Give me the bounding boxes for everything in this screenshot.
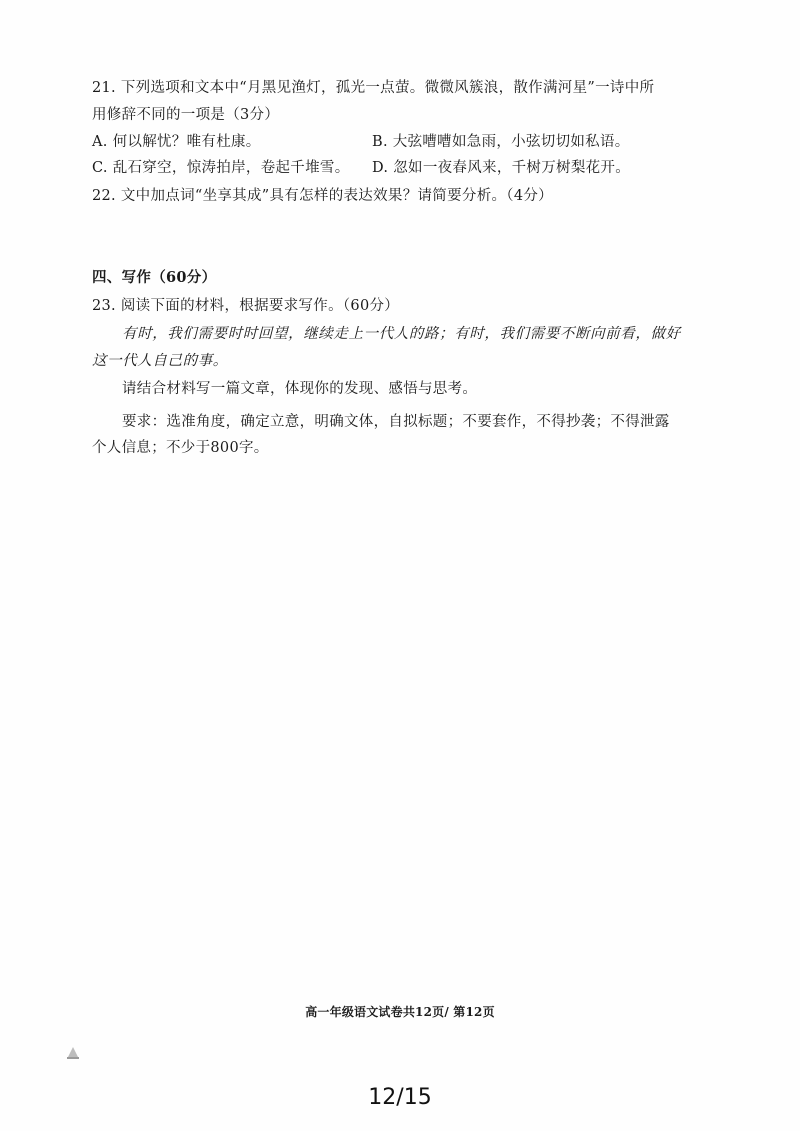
page-footer: 高一年级语文试卷共12页/ 第12页 xyxy=(305,1005,495,1019)
q22-stem: 22. 文中加点词“坐享其成”具有怎样的表达效果？请简要分析。（4分） xyxy=(92,188,553,204)
q21-option-c: C. 乱石穿空，惊涛拍岸，卷起千堆雪。 xyxy=(92,160,350,176)
q21-stem-line1: 21. 下列选项和文本中“月黑见渔灯，孤光一点萤。微微风簇浪，散作满河星”一诗中所 xyxy=(92,80,655,96)
q21-stem-line2: 用修辞不同的一项是（3分） xyxy=(92,107,280,123)
q23-requirement-line1: 要求：选准角度，确定立意，明确文体，自拟标题；不要套作，不得抄袭；不得泄露 xyxy=(122,414,670,430)
q23-material-line2: 这一代人自己的事。 xyxy=(92,353,228,369)
q21-option-a: A. 何以解忧？唯有杜康。 xyxy=(92,134,261,150)
q21-option-d: D. 忽如一夜春风来，千树万树梨花开。 xyxy=(372,160,631,176)
q23-requirement-line2: 个人信息；不少于800字。 xyxy=(92,440,269,456)
scan-mark-icon xyxy=(66,1046,80,1060)
section-writing-heading: 四、写作（60分） xyxy=(92,269,217,286)
q23-material-line1: 有时，我们需要时时回望，继续走上一代人的路；有时，我们需要不断向前看，做好 xyxy=(122,326,681,342)
q23-instruction: 请结合材料写一篇文章，体现你的发现、感悟与思考。 xyxy=(122,381,478,397)
q23-stem: 23. 阅读下面的材料，根据要求写作。（60分） xyxy=(92,298,400,314)
q21-option-b: B. 大弦嘈嘈如急雨，小弦切切如私语。 xyxy=(372,134,630,150)
page-counter: 12/15 xyxy=(368,1085,432,1110)
